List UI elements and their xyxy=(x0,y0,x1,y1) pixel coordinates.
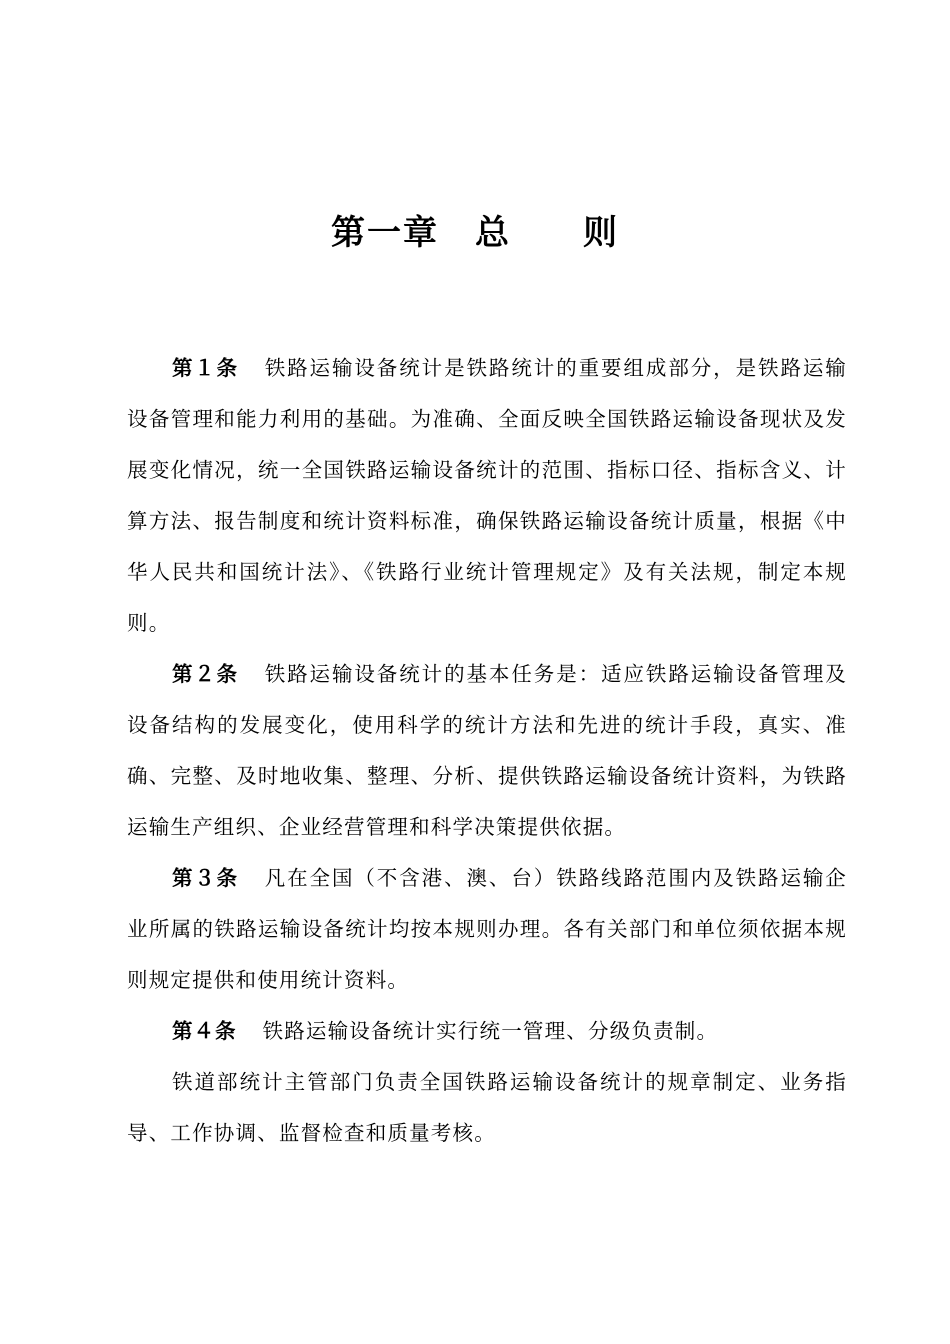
article-4-label: 第４条 xyxy=(172,1019,237,1043)
article-4-text: 铁路运输设备统计实行统一管理、分级负责制。 xyxy=(262,1019,719,1043)
article-3-text: 凡在全国（不含港、澳、台）铁路线路范围内及铁路运输企业所属的铁路运输设备统计均按本规则办理。各有关部门和单位须依据本规则规定提供和使用统计资料。 xyxy=(127,866,848,992)
document-body xyxy=(127,343,847,1159)
closing-paragraph: 铁道部统计主管部门负责全国铁路运输设备统计的规章制定、业务指导、工作协调、监督检查和质量考核。 xyxy=(127,1070,847,1145)
article-1-label: 第１条 xyxy=(172,356,239,380)
article-1-text: 铁路运输设备统计是铁路统计的重要组成部分，是铁路运输设备管理和能力利用的基础。为准确、全面反映全国铁路运输设备现状及发展变化情况，统一全国铁路运输设备统计的范围、指标口径、指标含义、计算方法、报告制度和统计资料标准，确保铁路运输设备统计质量，根据《中华人民共和国统计法》、《铁路行业统计管理规定》及有关法规，制定本规则。 xyxy=(127,356,848,635)
article-2-label: 第２条 xyxy=(172,662,239,686)
chapter-title: 第一章 总 则 xyxy=(331,213,619,253)
article-4 xyxy=(127,1006,847,1057)
article-1 xyxy=(127,343,847,649)
article-2-text: 铁路运输设备统计的基本任务是：适应铁路运输设备管理及设备结构的发展变化，使用科学的统计方法和先进的统计手段，真实、准确、完整、及时地收集、整理、分析、提供铁路运输设备统计资料，为铁路运输生产组织、企业经营管理和科学决策提供依据。 xyxy=(127,662,848,839)
article-3-label: 第３条 xyxy=(172,866,239,890)
article-3 xyxy=(127,853,847,1006)
article-2 xyxy=(127,649,847,853)
